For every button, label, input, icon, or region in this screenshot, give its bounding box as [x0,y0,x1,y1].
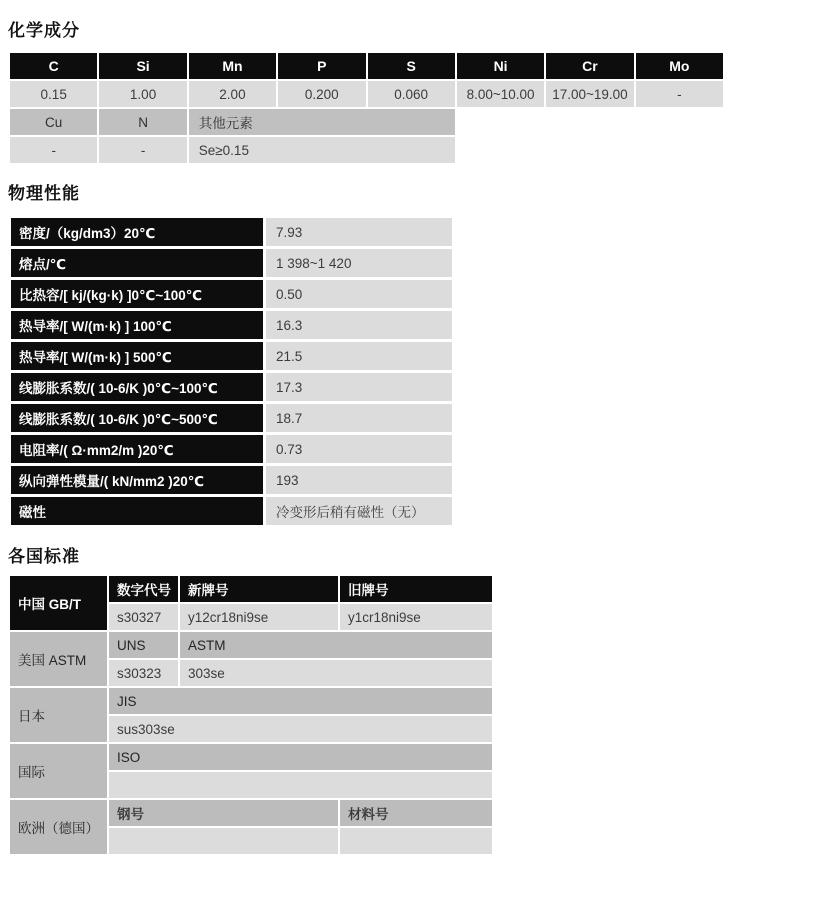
std-subheader-cell: ASTM [180,632,492,658]
table-row [11,466,452,494]
chem-header-cell: Ni [457,53,544,79]
phys-label-cell: 热导率/[ W/(m·k) ] 500℃ [11,342,263,370]
phys-label-cell: 熔点/℃ [11,249,263,277]
phys-label-cell: 磁性 [11,497,263,525]
std-subheader-cell: ISO [109,744,492,770]
std-china-header-row [10,576,492,602]
chem-header-cell: Mo [636,53,723,79]
chem-extra-value-cell: Se≥0.15 [189,137,455,163]
chem-value-cell: 1.00 [99,81,186,107]
std-country-cell-japan: 日本 [10,688,107,742]
chem-value-cell: 17.00~19.00 [546,81,633,107]
table-row [11,435,452,463]
chem-extra-header-row [10,109,723,135]
table-row [11,497,452,525]
chemical-composition-table [8,51,725,165]
table-row [11,218,452,246]
chem-header-row [10,53,723,79]
chem-extra-value-cell: - [10,137,97,163]
chem-header-cell: C [10,53,97,79]
phys-value-cell: 16.3 [266,311,452,339]
std-subheader-cell: JIS [109,688,492,714]
chem-extra-header-cell: N [99,109,186,135]
std-value-cell: s30327 [109,604,178,630]
chem-header-cell: P [278,53,365,79]
chem-value-cell: 0.060 [368,81,455,107]
chem-header-cell: Si [99,53,186,79]
table-row [11,404,452,432]
std-country-cell-china: 中国 GB/T [10,576,107,630]
section-title-physical: 物理性能 [8,184,80,203]
phys-value-cell: 0.73 [266,435,452,463]
chem-header-cell: S [368,53,455,79]
std-value-cell: y1cr18ni9se [340,604,492,630]
chem-value-cell: 0.200 [278,81,365,107]
physical-properties-table [8,215,455,528]
std-value-cell: y12cr18ni9se [180,604,338,630]
national-standards-table [8,574,494,856]
phys-value-cell: 17.3 [266,373,452,401]
std-header-cell: 旧牌号 [340,576,492,602]
std-value-cell [340,828,492,854]
std-header-cell: 新牌号 [180,576,338,602]
std-subheader-cell: 钢号 [109,800,338,826]
table-row [11,280,452,308]
std-value-cell [109,772,492,798]
std-europe-header-row [10,800,492,826]
chem-value-cell: 0.15 [10,81,97,107]
phys-value-cell: 冷变形后稍有磁性（无） [266,497,452,525]
chem-extra-header-cell: Cu [10,109,97,135]
std-subheader-cell: 材料号 [340,800,492,826]
chem-values-row [10,81,723,107]
std-value-cell: sus303se [109,716,492,742]
table-row [11,373,452,401]
chem-extra-header-cell: 其他元素 [189,109,455,135]
std-subheader-cell: UNS [109,632,178,658]
table-row [11,342,452,370]
std-usa-header-row [10,632,492,658]
std-country-cell-usa: 美国 ASTM [10,632,107,686]
chem-value-cell: 8.00~10.00 [457,81,544,107]
phys-value-cell: 21.5 [266,342,452,370]
std-header-cell: 数字代号 [109,576,178,602]
chem-extra-values-row [10,137,723,163]
chem-header-cell: Mn [189,53,276,79]
chem-value-cell: 2.00 [189,81,276,107]
phys-label-cell: 密度/（kg/dm3）20℃ [11,218,263,246]
std-value-cell: s30323 [109,660,178,686]
phys-label-cell: 线膨胀系数/( 10-6/K )0℃~500℃ [11,404,263,432]
section-title-standards: 各国标准 [8,547,80,566]
std-value-cell: 303se [180,660,492,686]
std-country-cell-europe: 欧洲（德国） [10,800,107,854]
phys-label-cell: 线膨胀系数/( 10-6/K )0℃~100℃ [11,373,263,401]
phys-value-cell: 1 398~1 420 [266,249,452,277]
std-country-cell-intl: 国际 [10,744,107,798]
table-row [11,249,452,277]
chem-header-cell: Cr [546,53,633,79]
phys-value-cell: 7.93 [266,218,452,246]
chem-value-cell: - [636,81,723,107]
phys-value-cell: 0.50 [266,280,452,308]
phys-label-cell: 热导率/[ W/(m·k) ] 100℃ [11,311,263,339]
phys-value-cell: 193 [266,466,452,494]
section-title-chemical: 化学成分 [8,21,80,40]
phys-label-cell: 电阻率/( Ω·mm2/m )20℃ [11,435,263,463]
chem-extra-value-cell: - [99,137,186,163]
std-japan-header-row [10,688,492,714]
std-value-cell [109,828,338,854]
phys-value-cell: 18.7 [266,404,452,432]
table-row [11,311,452,339]
phys-label-cell: 比热容/[ kj/(kg·k) ]0℃~100℃ [11,280,263,308]
std-intl-header-row [10,744,492,770]
phys-label-cell: 纵向弹性模量/( kN/mm2 )20℃ [11,466,263,494]
